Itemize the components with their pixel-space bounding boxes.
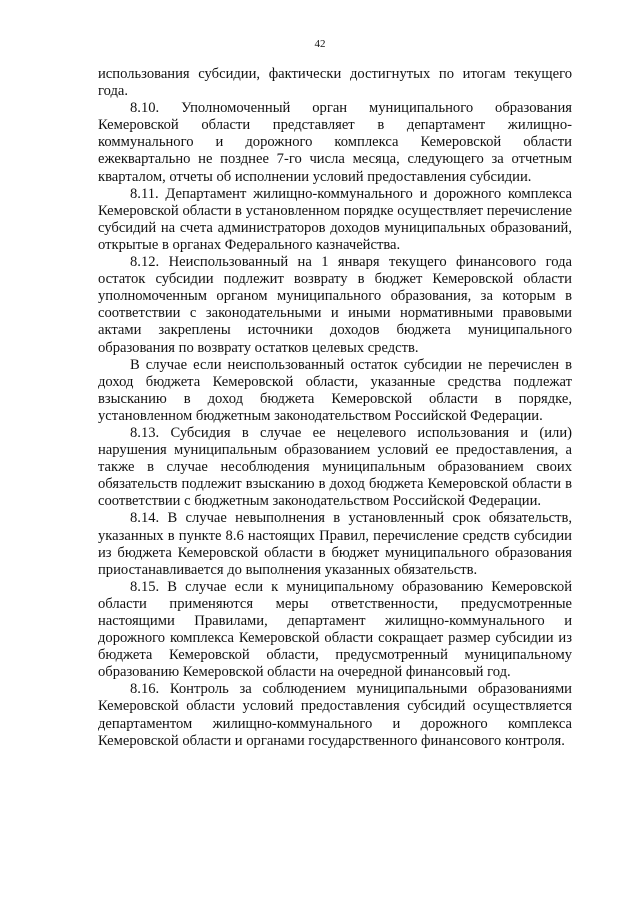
paragraph-8-13: 8.13. Субсидия в случае ее нецелевого использования и (или) нарушения муниципальным образованием условий ее предоставления, а также в случае несоблюдения муниципальным образованием своих обязательств подлежит взысканию в доход бюджета Кемеровской области в соответствии с бюджетным законодательством Российской Федерации. (98, 424, 572, 510)
paragraph-8-10: 8.10. Уполномоченный орган муниципального образования Кемеровской области представляет в департамент жилищно-коммунального и дорожного комплекса Кемеровской области ежеквартально не позднее 7-го числа месяца, следующего за отчетным кварталом, отчеты об исполнении условий предоставления субсидии. (98, 100, 572, 185)
page-number: 42 (314, 38, 326, 50)
document-body (98, 66, 572, 750)
paragraph-8-14: 8.14. В случае невыполнения в установленный срок обязательств, указанных в пункте 8.6 настоящих Правил, перечисление средств субсидии из бюджета Кемеровской области в бюджет муниципального образования приостанавливается до выполнения указанных обязательств. (98, 510, 572, 578)
paragraph-8-15: 8.15. В случае если к муниципальному образованию Кемеровской области применяются меры ответственности, предусмотренные настоящими Правилами, департамент жилищно-коммунального и дорожного комплекса Кемеровской области сокращает размер субсидии из бюджета Кемеровской области, предусмотренный муниципальному образованию Кемеровской области на очередной финансовый год. (98, 578, 572, 681)
paragraph-continuation: использования субсидии, фактически достигнутых по итогам текущего года. (98, 66, 572, 100)
paragraph-8-12: 8.12. Неиспользованный на 1 января текущего финансового года остаток субсидии подлежит возврату в бюджет Кемеровской области уполномоченным органом муниципального образования, за которым в соответствии с законодательными и иными нормативными правовыми актами закреплены источники доходов бюджета муниципального образования по возврату остатков целевых средств. (98, 254, 572, 356)
paragraph-8-16: 8.16. Контроль за соблюдением муниципальными образованиями Кемеровской области условий предоставления субсидий осуществляется департаментом жилищно-коммунального и дорожного комплекса Кемеровской области и органами государственного финансового контроля. (98, 681, 572, 749)
paragraph-8-12-unspent-remainder: В случае если неиспользованный остаток субсидии не перечислен в доход бюджета Кемеровской области, указанные средства подлежат взысканию в доход бюджета Кемеровской области в порядке, установленном бюджетным законодательством Российской Федерации. (98, 356, 572, 424)
paragraph-8-11: 8.11. Департамент жилищно-коммунального и дорожного комплекса Кемеровской области в установленном порядке осуществляет перечисление субсидий на счета администраторов доходов муниципальных образований, открытые в органах Федерального казначейства. (98, 185, 572, 253)
